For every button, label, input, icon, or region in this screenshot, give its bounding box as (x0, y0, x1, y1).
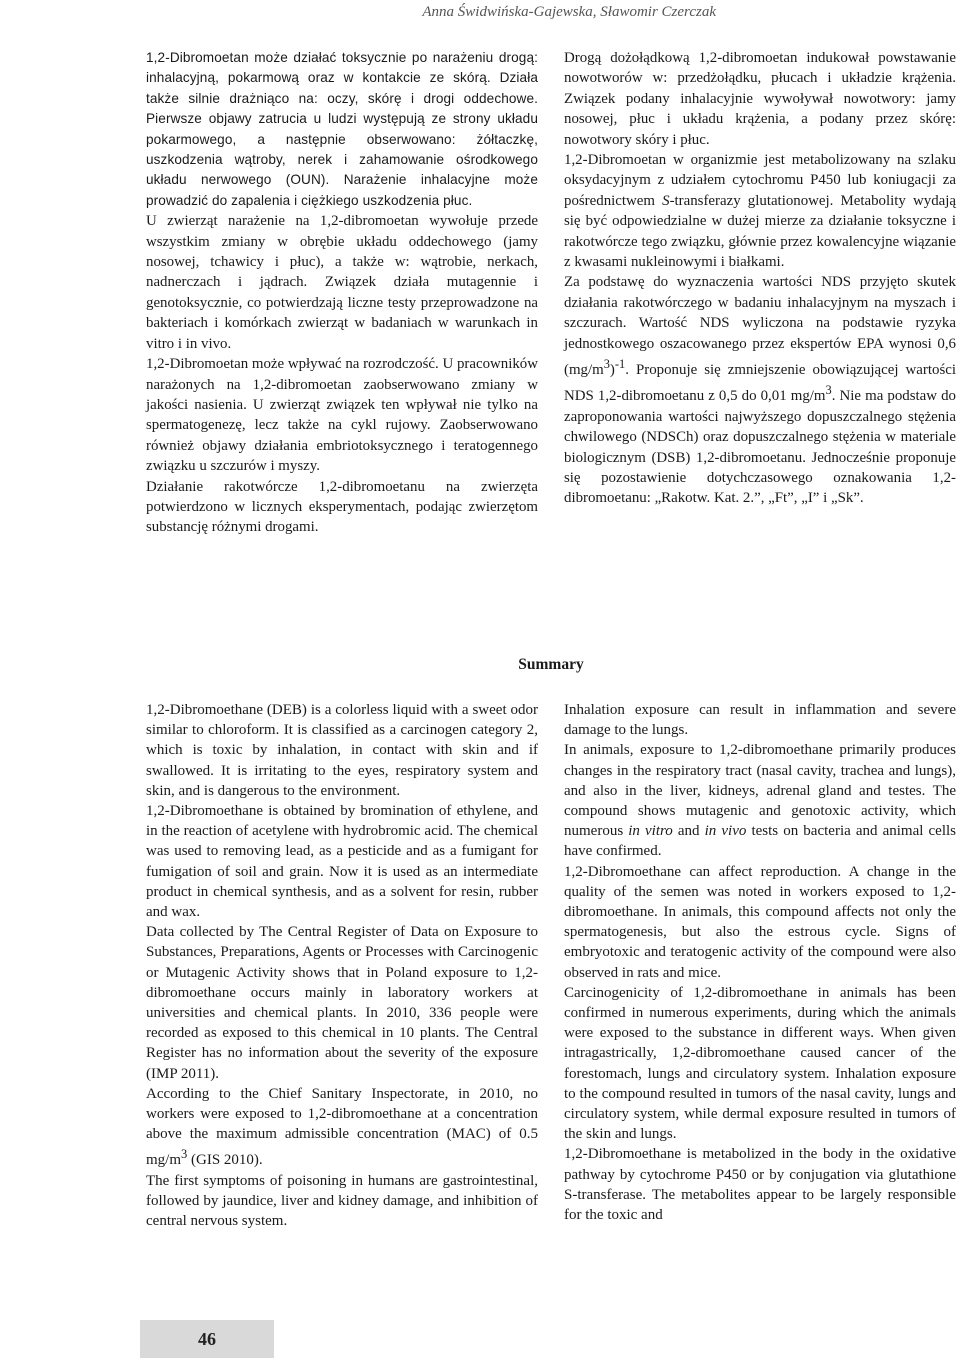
text-run: . Proponuje się zmniejszenie obowiązującej wartości NDS 1,2-dibromoetanu z 0,5 do 0,01 mg/m (564, 362, 956, 405)
text-run: According to the Chief Sanitary Inspectorate, in 2010, no workers were exposed to 1,2-dibromoethane at a concentration above the maximum admissible concentration (MAC) of 0.5 mg/m (146, 1085, 538, 1169)
paragraph: U zwierząt narażenie na 1,2-dibromoetan wywołuje przede wszystkim zmiany w obrębie układu oddechowego (jamy nosowej, tchawicy i płuc), a także w: wątrobie, nerkach, nadnerczach i jądrach. Związek działa mutagennie i genotoksycznie, co potwierdzają liczne testy przeprowadzone na bakteriach i komórkach zwierząt w badaniach w warunkach in vitro i in vivo. (146, 213, 538, 352)
text-run: -transferazy glutationowej. Metabolity wydają się być odpowiedzialne w dużej mierze za działanie toksyczne i rakotwórcze tego związku, głównie przez kowalencyjne wiązanie z kwasami nukleinowymi i białkami. (564, 192, 956, 271)
paragraph: Carcinogenicity of 1,2-dibromoethane in animals has been confirmed in numerous experiments, during which the animals were exposed to the substance in different ways. When given intragastrically, 1,2-dibromoethane caused cancer of the forestomach, lungs and circulatory system. Inhalation exposure to the compound resulted in tumors of the nasal cavity, lungs and circulatory system, while dermal exposure resulted in tumors of the skin and lungs. (564, 984, 956, 1143)
text-run: ) (609, 362, 615, 379)
text-run: Za podstawę do wyznaczenia wartości NDS przyjęto skutek działania rakotwórczego w badaniu inhalacyjnym na myszach i szczurach. Wartość NDS wyliczona na podstawie ryzyka jednostkowego oszacowanego przez ekspertów EPA wynosi 0,6 (mg/m (564, 274, 956, 379)
summary-column-right (564, 700, 956, 1225)
italic-run: in vivo (704, 823, 747, 840)
text-run: In animals, exposure to 1,2-dibromoethane primarily produces changes in the respiratory tract (nasal cavity, trachea and lungs), and also in the liver, kidneys, adrenal gland and testes. The compound shows mutagenic and genotoxic activity, which numerous (564, 742, 956, 840)
paragraph: 1,2-Dibromoethane is metabolized in the body in the oxidative pathway by cytochrome P450 or by conjugation via glutathione S-transferase. The metabolites appear to be largely responsible for the toxic and (564, 1146, 956, 1224)
polish-column-right (564, 48, 956, 509)
text-run: and (672, 823, 705, 840)
italic-run: S (662, 192, 670, 209)
paragraph: 1,2-Dibromoethane is obtained by bromination of ethylene, and in the reaction of acetylene with hydrobromic acid. The chemical was used to removing lead, as a pesticide and as a fumigant for fumigation of soil and grain. Now it is used as an intermediate product in chemical synthesis, and as a solvent for resin, rubber and wax. (146, 803, 538, 921)
text-run: (GIS 2010). (187, 1152, 263, 1169)
polish-column-left (146, 48, 538, 538)
paragraph: Działanie rakotwórcze 1,2-dibromoetanu na zwierzęta potwierdzono w licznych eksperymentach, podając zwierzętom substancję różnymi drogami. (146, 478, 538, 536)
paragraph: 1,2-Dibromoetan może działać toksycznie po narażeniu drogą: inhalacyjną, pokarmową oraz w kontakcie ze skórą. Działa także silnie drażniąco na: oczy, skórę i drogi oddechowe. Pierwsze objawy zatrucia u ludzi występują ze strony układu pokarmowego, a następnie obserwowano: żółtaczkę, uszkodzenia wątroby, nerek i zahamowanie ośrodkowego układu nerwowego (OUN). Narażenie inhalacyjne może prowadzić do zapalenia i ciężkiego uszkodzenia płuc. (146, 50, 538, 208)
page-number: 46 (198, 1328, 216, 1349)
paragraph: Drogą dożołądkową 1,2-dibromoetan indukował powstawanie nowotworów w: przedżołądku, płucach i układzie krążenia. Związek podany inhalacyjnie wywoływał nowotwory: jamy nosowej, płuc i układu krążenia, a podany przez skórę: nowotwory skóry i płuc. (564, 50, 956, 148)
superscript: 3 (181, 1147, 188, 1162)
page-number-box (140, 1320, 274, 1358)
paragraph: Inhalation exposure can result in inflammation and severe damage to the lungs. (564, 702, 956, 739)
paragraph (564, 272, 956, 508)
paragraph (564, 150, 956, 272)
summary-column-left (146, 700, 538, 1231)
superscript: -1 (614, 357, 626, 372)
paragraph: 1,2-Dibromoethane (DEB) is a colorless liquid with a sweet odor similar to chloroform. It is classified as a carcinogen category 2, which is toxic by inhalation, in contact with skin and if swallowed. It is irritating to the eyes, respiratory system and skin, and is dangerous to the environment. (146, 702, 538, 799)
text-run: 1,2-Dibromoetan w organizmie jest metabolizowany na szlaku oksydacyjnym z udziałem cytochromu P450 lub koniugacji za pośrednictwem (564, 152, 956, 209)
text-run: tests on bacteria and animal cells have confirmed. (564, 823, 956, 860)
paragraph: 1,2-Dibromoethane can affect reproduction. A change in the quality of the semen was noted in workers exposed to 1,2-dibromoethane. In animals, this compound affects not only the spermatogenesis, but also the estrous cycle. Signs of embryotoxic and teratogenic activity of the compound were also observed in rats and mice. (564, 863, 956, 981)
paragraph: Data collected by The Central Register of Data on Exposure to Substances, Preparations, Agents or Processes with Carcinogenic or Mutagenic Activity shows that in Poland exposure to 1,2-dibromoethane occurs mainly in laboratory workers at universities and chemical plants. In 2010, 336 people were recorded as exposed to this chemical in 10 plants. The Central Register has no information about the severity of the exposure (IMP 2011). (146, 924, 538, 1082)
paragraph (146, 1084, 538, 1171)
superscript: 3 (603, 357, 610, 372)
paragraph (564, 740, 956, 861)
running-header-authors: Anna Świdwińska-Gajewska, Sławomir Czerczak (422, 4, 716, 20)
paragraph: 1,2-Dibromoetan może wpływać na rozrodczość. U pracowników narażonych na 1,2-dibromoetan zaobserwowano zmiany w jakości nasienia. U zwierząt związek ten wpływał nie tylko na spermatogenezę, lecz także na cykl rujowy. Zaobserwowano również objawy działania embriotoksycznego i teratogennego związku u szczurów i myszy. (146, 356, 538, 475)
summary-heading: Summary (518, 656, 584, 673)
text-run: . Nie ma podstaw do zaproponowania wartości najwyższego dopuszczalnego stężenia chwilowego (NDSCh) oraz dopuszczalnego stężenia w materiale biologicznym (DSB) 1,2-dibromoetanu. Jednocześnie proponuje się pozostawienie dotychczasowego oznakowania 1,2-dibromoetanu: „Rakotw. Kat. 2.”, „Ft”, „I” i „Sk”. (564, 388, 957, 507)
paragraph: The first symptoms of poisoning in humans are gastrointestinal, followed by jaundice, liver and kidney damage, and inhibition of central nervous system. (146, 1172, 538, 1230)
superscript: 3 (825, 383, 832, 398)
italic-run: in vitro (628, 823, 673, 840)
